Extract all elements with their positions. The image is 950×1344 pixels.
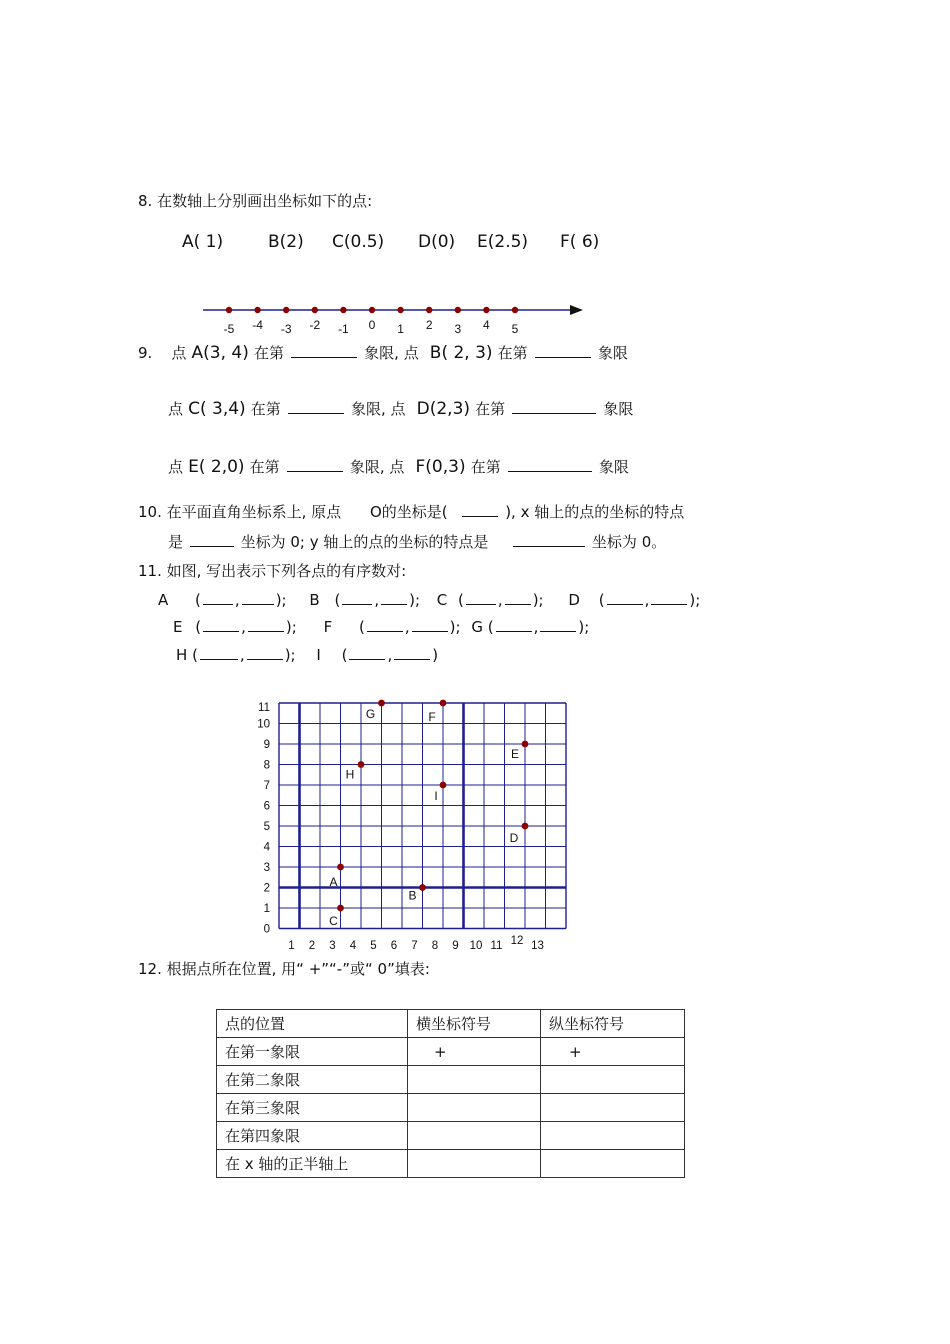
paren: (	[192, 646, 198, 664]
number-line-dot	[455, 307, 461, 313]
x-tick-label: 12	[510, 935, 524, 947]
paren: );	[532, 591, 544, 609]
answer-blank[interactable]	[200, 645, 238, 660]
point-label: E	[173, 618, 183, 636]
number-line-tick-label: -2	[309, 318, 321, 332]
table-cell[interactable]	[541, 1066, 685, 1094]
number-line-dot	[312, 307, 318, 313]
q9-text: 点	[171, 344, 187, 362]
point-label: B	[309, 591, 320, 609]
grid-lines	[279, 703, 566, 929]
q9-point-a: A(3, 4)	[191, 343, 249, 363]
y-tick-label: 9	[263, 739, 270, 751]
q9-text: 点	[168, 400, 184, 418]
q11-title: 11. 如图, 写出表示下列各点的有序数对:	[138, 562, 407, 580]
table-header-cell: 横坐标符号	[408, 1010, 541, 1038]
q12-title: 12. 根据点所在位置, 用“ +”“-”或“ 0”填表:	[138, 960, 430, 978]
grid-point-i	[440, 782, 447, 789]
q11-row3	[176, 645, 438, 664]
q8-point-a: A( 1)	[182, 232, 224, 252]
q10-line2	[168, 531, 666, 552]
q9-text: 象限	[598, 458, 629, 476]
table-cell: 在 x 轴的正半轴上	[217, 1150, 408, 1178]
grid-point-label: I	[434, 789, 438, 803]
answer-blank[interactable]	[535, 343, 591, 358]
paren: );	[578, 618, 590, 636]
number-line-tick-label: 3	[454, 322, 462, 336]
y-tick-label: 0	[263, 923, 270, 936]
q8-point-f: F( 6)	[560, 232, 600, 252]
grid-point-d	[522, 823, 529, 830]
table-cell[interactable]	[408, 1094, 541, 1122]
point-label: D	[568, 591, 580, 609]
q9-text: 在第	[249, 458, 280, 476]
x-tick-label: 1	[288, 940, 295, 952]
answer-blank[interactable]	[242, 590, 274, 605]
grid-point-label: F	[428, 710, 436, 724]
y-tick-label: 8	[263, 759, 270, 772]
y-tick-label: 4	[263, 841, 270, 854]
q9-text: 点	[168, 458, 184, 476]
table-cell[interactable]	[408, 1122, 541, 1150]
answer-blank[interactable]	[381, 590, 407, 605]
number-line-dot	[512, 307, 518, 313]
x-tick-label: 8	[431, 940, 439, 952]
point-label: H	[176, 646, 188, 664]
comma: ,	[497, 591, 503, 609]
paren: );	[285, 618, 297, 636]
x-tick-label: 2	[308, 940, 316, 952]
q9-line2	[168, 398, 633, 419]
comma: ,	[404, 618, 410, 636]
q10-text: 坐标为 0。	[591, 533, 667, 551]
table-cell[interactable]	[408, 1066, 541, 1094]
paren: (	[341, 646, 348, 664]
coordinate-grid	[240, 690, 580, 960]
y-tick-label: 3	[263, 862, 270, 874]
table-row	[217, 1038, 685, 1066]
number-line-tick-label: 4	[483, 318, 490, 332]
y-tick-label: 11	[258, 702, 270, 714]
q9-point-c: C( 3,4)	[188, 399, 246, 419]
grid-point-c	[337, 905, 344, 912]
table-cell[interactable]	[408, 1150, 541, 1178]
answer-blank[interactable]	[540, 617, 576, 632]
point-label: C	[436, 591, 448, 609]
table-row	[217, 1094, 685, 1122]
paren: );	[449, 618, 461, 636]
grid-point-b	[419, 884, 426, 891]
paren: );	[284, 646, 296, 664]
q11-row1	[158, 590, 700, 609]
table-row	[217, 1066, 685, 1094]
number-line-tick-label: -1	[338, 322, 349, 336]
q9-text: 象限	[597, 344, 628, 362]
q9-text: 在第	[470, 458, 501, 476]
x-tick-label: 4	[349, 940, 357, 952]
y-tick-label: 6	[263, 800, 270, 813]
answer-blank[interactable]	[394, 645, 430, 660]
x-tick-label: 9	[452, 940, 459, 952]
sign-table	[216, 1009, 685, 1178]
table-header-cell: 点的位置	[217, 1010, 408, 1038]
point-label: G	[471, 618, 483, 636]
point-label: F	[323, 618, 333, 636]
comma: ,	[239, 646, 245, 664]
paren: );	[689, 591, 701, 609]
paren: (	[195, 618, 202, 636]
answer-blank[interactable]	[247, 645, 283, 660]
table-cell[interactable]	[541, 1094, 685, 1122]
answer-blank[interactable]	[466, 590, 496, 605]
paren: (	[458, 591, 464, 609]
answer-blank[interactable]	[203, 590, 233, 605]
comma: ,	[533, 618, 539, 636]
grid-point-label: D	[509, 831, 519, 845]
q9-point-b: B( 2, 3)	[429, 343, 493, 363]
q9-line1	[138, 342, 628, 363]
number-line-tick-label: 0	[368, 318, 376, 332]
x-tick-label: 7	[411, 940, 418, 952]
number-line-dot	[426, 307, 432, 313]
number-line-tick-label: 2	[425, 318, 433, 332]
number-line-dot	[369, 307, 375, 313]
number-line-dot	[226, 307, 232, 313]
y-tick-label: 1	[263, 903, 270, 915]
q11-row2	[173, 617, 589, 636]
number-line-dot	[283, 307, 289, 313]
y-tick-label: 5	[263, 821, 270, 833]
answer-blank[interactable]	[496, 617, 532, 632]
point-label: I	[316, 646, 321, 664]
x-tick-label: 5	[370, 940, 377, 952]
paren: (	[359, 618, 365, 636]
answer-blank[interactable]	[505, 590, 531, 605]
y-tick-label: 7	[263, 780, 270, 792]
q9-text: 象限, 点	[350, 400, 406, 418]
paren: );	[409, 591, 420, 609]
paren: );	[275, 591, 287, 609]
answer-blank[interactable]	[512, 399, 596, 414]
table-row	[217, 1150, 685, 1178]
q10-line1	[138, 501, 684, 522]
table-cell: 在第一象限	[217, 1038, 408, 1066]
x-tick-label: 11	[490, 940, 503, 952]
answer-blank[interactable]	[342, 590, 372, 605]
answer-blank[interactable]	[462, 502, 498, 517]
table-cell: 在第二象限	[217, 1066, 408, 1094]
answer-blank[interactable]	[607, 590, 643, 605]
q9-point-e: E( 2,0)	[188, 457, 245, 477]
q9-text: 在第	[497, 344, 528, 362]
table-cell: 在第四象限	[217, 1122, 408, 1150]
answer-blank[interactable]	[349, 645, 385, 660]
grid-point-f	[440, 700, 447, 707]
x-tick-label: 10	[469, 940, 483, 952]
number-line-tick-label: -3	[280, 322, 292, 336]
table-row	[217, 1122, 685, 1150]
number-line-dot	[340, 307, 346, 313]
paren: (	[487, 618, 494, 636]
x-tick-label: 3	[329, 940, 336, 952]
q8-point-b: B(2)	[268, 232, 304, 252]
comma: ,	[387, 646, 393, 664]
table-cell[interactable]: +	[541, 1038, 685, 1066]
number-line-dot	[397, 307, 403, 313]
grid-points	[329, 700, 528, 928]
q10-text: 是	[168, 533, 184, 551]
answer-blank[interactable]	[508, 457, 592, 472]
q9-text: 象限	[603, 400, 634, 418]
answer-blank[interactable]	[651, 590, 687, 605]
grid-point-label: C	[329, 914, 338, 928]
number-line-tick-label: -5	[223, 322, 235, 336]
grid-point-e	[522, 741, 529, 748]
number-line	[195, 298, 595, 340]
answer-blank[interactable]	[203, 617, 239, 632]
grid-point-label: E	[510, 747, 520, 761]
q8-point-e: E(2.5)	[477, 232, 529, 252]
comma: ,	[234, 591, 240, 609]
grid-point-label: A	[329, 875, 338, 889]
grid-point-label: G	[365, 707, 376, 721]
q9-text: 在第	[475, 400, 506, 418]
q9-text: 象限, 点	[349, 458, 405, 476]
number-line-dot	[254, 307, 260, 313]
number-line-tick-label: 1	[397, 322, 404, 336]
q10-text: ), x 轴上的点的坐标的特点	[505, 503, 685, 521]
y-tick-label: 2	[263, 882, 270, 895]
answer-blank[interactable]	[367, 617, 403, 632]
q9-text: 象限, 点	[364, 344, 419, 362]
table-cell[interactable]	[541, 1122, 685, 1150]
number-line-dot	[483, 307, 489, 313]
comma: ,	[241, 618, 246, 636]
answer-blank[interactable]	[287, 457, 343, 472]
answer-blank[interactable]	[190, 532, 234, 547]
x-tick-label: 13	[531, 940, 544, 952]
paren: )	[432, 646, 439, 664]
q10-text: 坐标为 0; y 轴上的点的坐标的特点是	[240, 533, 489, 551]
answer-blank[interactable]	[288, 399, 344, 414]
grid-point-g	[378, 700, 385, 707]
number-line-arrow	[570, 305, 583, 315]
grid-point-label: B	[408, 888, 417, 903]
comma: ,	[374, 591, 380, 609]
q9-line3	[168, 456, 629, 477]
x-tick-label: 6	[390, 940, 398, 952]
paren: (	[334, 591, 341, 609]
q8-point-c: C(0.5)	[332, 232, 385, 252]
grid-point-label: H	[345, 767, 355, 782]
grid-point-a	[337, 864, 344, 871]
table-cell[interactable]	[541, 1150, 685, 1178]
q9-text: 在第	[250, 400, 281, 418]
answer-blank[interactable]	[412, 617, 448, 632]
q10-text: 10. 在平面直角坐标系上, 原点	[138, 503, 342, 521]
table-cell[interactable]: +	[408, 1038, 541, 1066]
answer-blank[interactable]	[291, 343, 357, 358]
answer-blank[interactable]	[248, 617, 284, 632]
q9-point-d: D(2,3)	[416, 399, 471, 419]
grid-point-h	[358, 761, 365, 768]
point-label: A	[158, 591, 169, 609]
q8-point-d: D(0)	[418, 232, 456, 252]
q9-text: 在第	[253, 344, 284, 362]
table-header-cell: 纵坐标符号	[541, 1010, 685, 1038]
q8-title: 8. 在数轴上分别画出坐标如下的点:	[138, 192, 373, 210]
answer-blank[interactable]	[513, 532, 585, 547]
paren: (	[195, 591, 201, 609]
comma: ,	[644, 591, 650, 609]
q10-text: O的坐标是(	[369, 503, 448, 521]
number-line-tick-label: 5	[511, 322, 519, 336]
number-line-tick-label: -4	[252, 318, 263, 332]
paren: (	[598, 591, 605, 609]
y-tick-label: 10	[257, 718, 270, 731]
table-cell: 在第三象限	[217, 1094, 408, 1122]
table-header-row	[217, 1010, 685, 1038]
q9-number: 9.	[138, 344, 153, 362]
q9-point-f: F(0,3)	[415, 457, 466, 477]
